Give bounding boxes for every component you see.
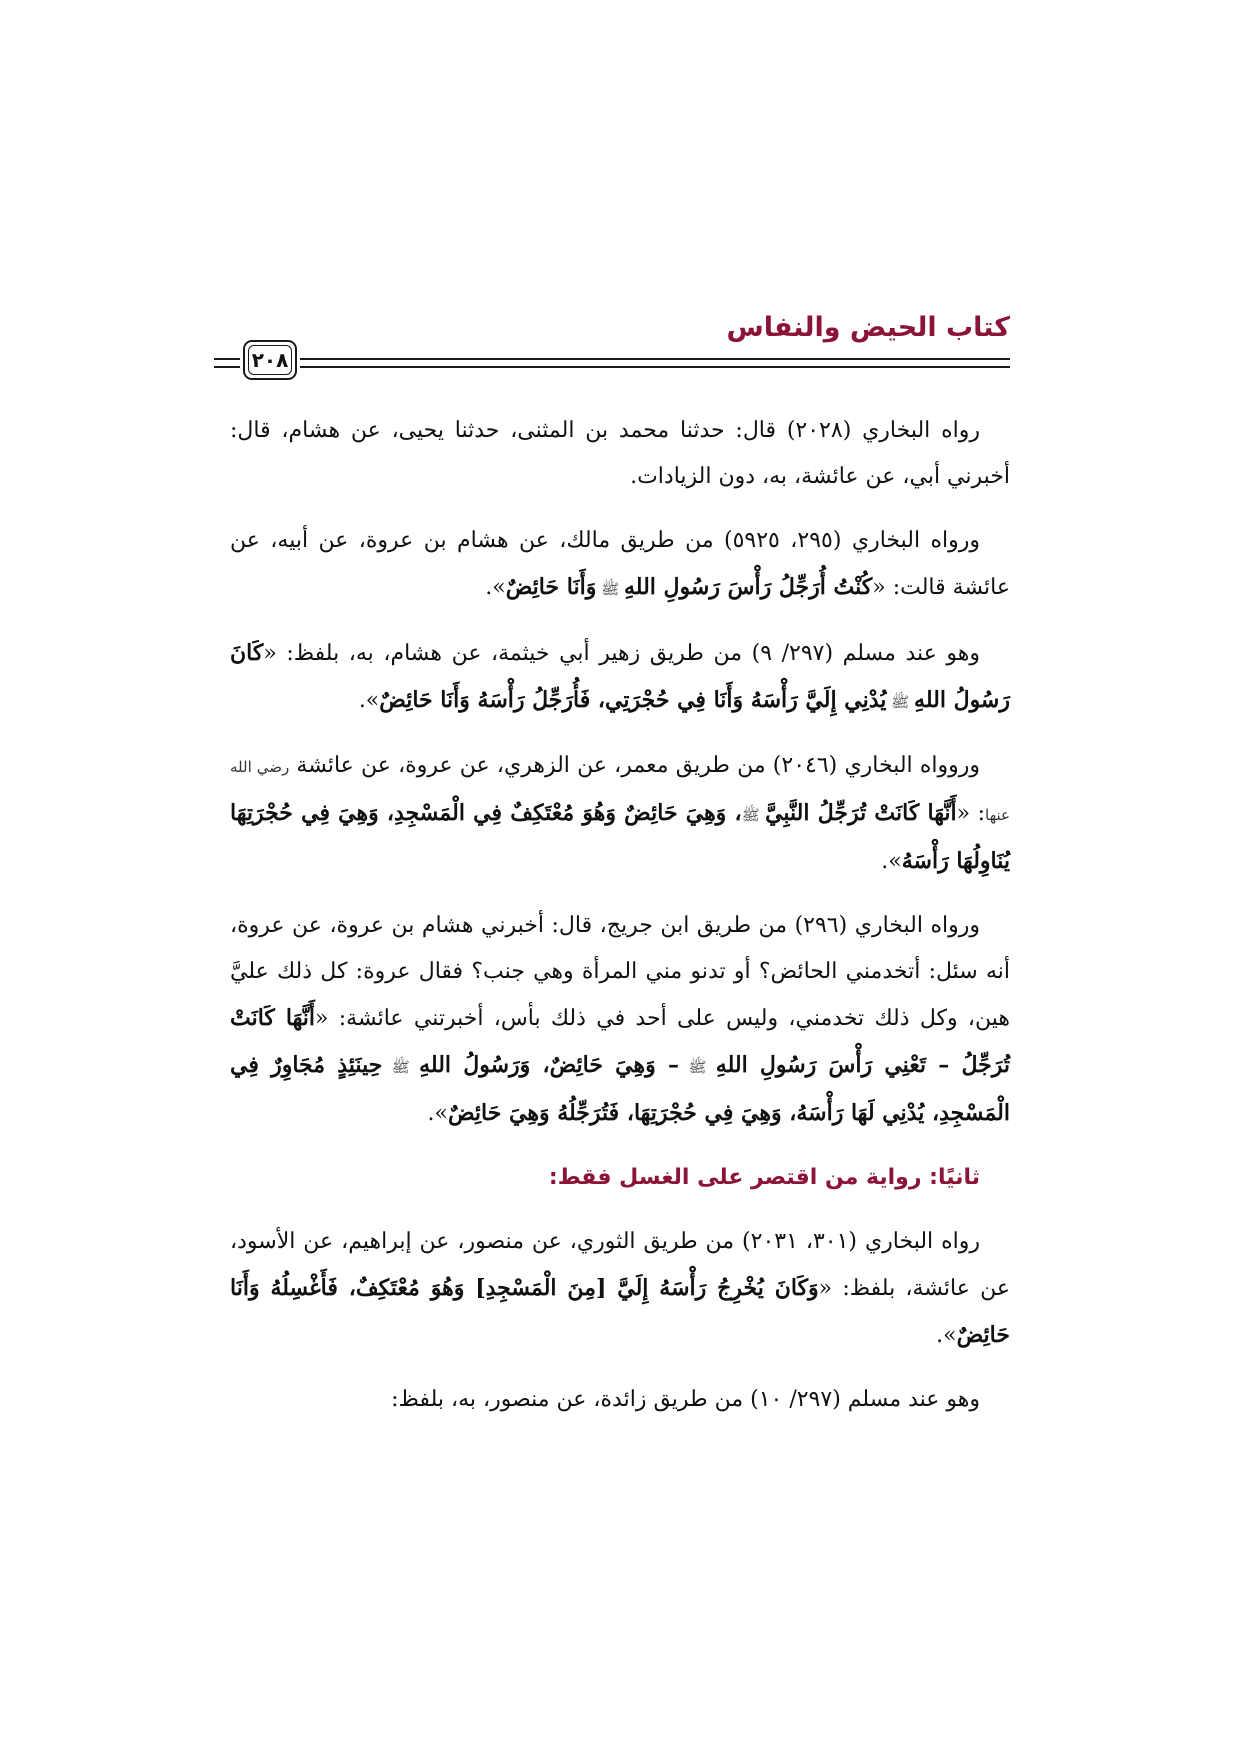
- paragraph: [230, 408, 1010, 500]
- hadith-quote: – وَهِيَ حَائِضٌ، وَرَسُولُ اللهِ: [419, 1052, 679, 1078]
- narration-text: ».: [936, 1323, 957, 1348]
- hadith-quote: كَانَ رَسُولُ اللهِ: [230, 640, 1010, 713]
- hadith-quote: ، وَهِيَ حَائِضٌ وَهُوَ مُعْتَكِفٌ فِي الْمَسْجِدِ، وَهِيَ فِي حُجْرَتِهَا يُنَاوِلُهَا رَأْسَهُ: [230, 800, 1010, 874]
- running-title: كتاب الحيض والنفاس: [726, 312, 1010, 343]
- hadith-quote: كُنْتُ أُرَجِّلُ رَأْسَ رَسُولِ اللهِ: [623, 574, 873, 600]
- honorific: ﷺ: [678, 1058, 716, 1076]
- narration-text: ».: [485, 575, 506, 600]
- hadith-quote: أَنَّهَا كَانَتْ تُرَجِّلُ النَّبِيَّ: [765, 800, 957, 826]
- hadith-quote: يُدْنِي إِلَيَّ رَأْسَهُ وَأَنَا فِي حُجْرَتِي، فَأُرَجِّلُ رَأْسَهُ وَأَنَا حَائِضٌ: [379, 687, 887, 713]
- narration-text: ».: [881, 849, 902, 874]
- paragraph: [230, 1219, 1010, 1359]
- hadith-quote: أَنَّهَا كَانَتْ تُرَجِّلُ – تَعْنِي رَأْسَ رَسُولِ اللهِ: [230, 1005, 1011, 1078]
- narration-text: وهو عند مسلم (٢٩٧/ ٩) من طريق زهير أبي خيثمة، عن هشام، به، بلفظ: «: [263, 641, 980, 666]
- section-heading: ثانيًا: رواية من اقتصر على الغسل فقط:: [548, 1165, 980, 1190]
- honorific: ﷺ: [596, 580, 624, 598]
- paragraph: [230, 1377, 1010, 1423]
- paragraph-group-2: [230, 1219, 1010, 1423]
- hadith-quote: حِينَئِذٍ مُجَاوِرٌ فِي الْمَسْجِدِ، يُدْنِي لَهَا رَأْسَهُ، وَهِيَ فِي حُجْرَتِهَا، فَتُرَجِّلُهُ وَهِيَ حَائِضٌ: [230, 1052, 1010, 1126]
- narration-text: رواه البخاري (٣٠١، ٢٠٣١) من طريق الثوري، عن منصور، عن إبراهيم، عن الأسود، عن عائشة، بلفظ: «: [230, 1229, 1010, 1301]
- honorific: ﷺ: [886, 693, 915, 711]
- hadith-quote: وَكَانَ يُخْرِجُ رَأْسَهُ إِلَيَّ [مِنَ الْمَسْجِدِ] وَهُوَ مُعْتَكِفٌ، فَأَغْسِلُهُ وَأَنَا حَائِضٌ: [230, 1275, 1010, 1348]
- page-header: [230, 312, 1010, 387]
- header-rule-left: [214, 358, 240, 368]
- paragraph: [230, 903, 1010, 1137]
- narration-text: ».: [427, 1101, 448, 1126]
- paragraph-group-1: [230, 408, 1010, 1137]
- paragraph: [230, 743, 1010, 885]
- narration-text: ».: [358, 688, 380, 713]
- narration-text: وهو عند مسلم (٢٩٧/ ١٠) من طريق زائدة، عن منصور، به، بلفظ:: [391, 1387, 980, 1412]
- honorific: رضي الله عنها: [230, 758, 1010, 824]
- honorific: ﷺ: [741, 806, 766, 824]
- narration-text: ورواه البخاري (٢٩٥، ٥٩٢٥) من طريق مالك، عن هشام بن عروة، عن أبيه، عن عائشة قالت: «: [230, 528, 1010, 600]
- header-rule-right: [300, 358, 1010, 368]
- paragraph: [230, 630, 1010, 725]
- page-number-box: [243, 340, 297, 380]
- narration-text: ورواه البخاري (٢٩٦) من طريق ابن جريج، قال: أخبرني هشام بن عروة، عن عروة، أنه سئل: أتخدمني الحائض؟ أو تدنو مني المرأة وهي جنب؟ فقال عروة: كل ذلك عليَّ هين، وكل ذلك تخدمني، وليس على أحد في ذلك بأس، أخبرتني عائشة: «: [230, 913, 1011, 1031]
- honorific: ﷺ: [382, 1058, 420, 1076]
- narration-text: رواه البخاري (٢٠٢٨) قال: حدثنا محمد بن المثنى، حدثنا يحيى، عن هشام، قال: أخبرني أبي، عن عائشة، به، دون الزيادات.: [230, 418, 1010, 489]
- hadith-quote: وَأَنَا حَائِضٌ: [505, 574, 597, 600]
- paragraph: [230, 518, 1010, 612]
- narration-text: وروواه البخاري (٢٠٤٦) من طريق معمر، عن الزهري، عن عروة، عن عائشة: [289, 753, 981, 778]
- page-body: [230, 408, 1010, 1441]
- page-number: ٢٠٨: [248, 345, 292, 375]
- narration-text: : «: [956, 801, 986, 826]
